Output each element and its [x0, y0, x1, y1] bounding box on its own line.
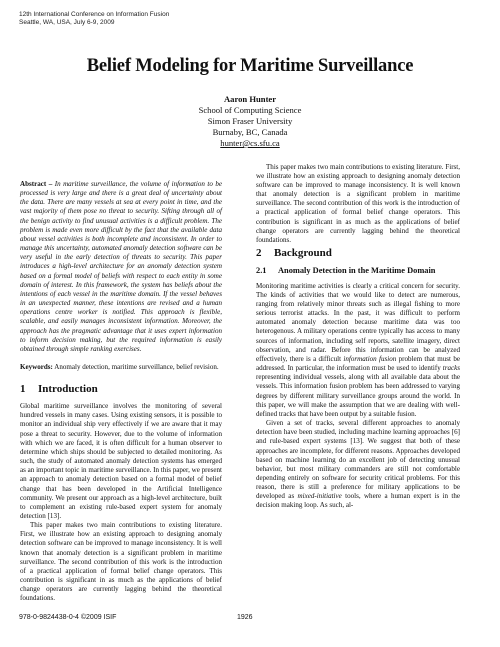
background-paragraph-2 — [256, 419, 460, 511]
conference-name: 12th International Conference on Information Fusion — [19, 11, 170, 18]
emphasis: tracks — [442, 364, 460, 373]
page-number: 1926 — [237, 614, 253, 621]
left-column — [20, 180, 222, 603]
keywords — [20, 363, 222, 372]
author-block — [0, 94, 500, 149]
abstract — [20, 180, 222, 354]
section-number: 1 — [20, 383, 26, 396]
section-title: Introduction — [38, 383, 98, 396]
author-city: Burnaby, BC, Canada — [212, 127, 288, 137]
text-run: tools, where a human expert is in the decision making loop. As such, al- — [256, 492, 460, 510]
author-university: Simon Fraser University — [207, 116, 293, 126]
abstract-text: In maritime surveillance, the volume of information to be processed is very large and there is a great deal of uncertainty about the data. There are many vessels at sea at every point in time, and the vast majority of them pose no threat to security. Sifting through all of the benign activity to find unusual activities is a difficult problem. The problem is made even more difficult by the fact that the available data about vessel activities is both incomplete and inconsistent. In order to manage this uncertainty, automated anomaly detection software can be very useful in the early detection of threats to security. This paper introduces a high-level architecture for an anomaly detection system based on a formal model of beliefs with respect to each entity in some domain of interest. In this framework, the system has beliefs about the intentions of each vessel in the maritime domain. If the vessel behaves in an unexpected manner, these intentions are revised and a human operations centre worker is notified. This approach is flexible, scalable, and easily manages inconsistent information. Moreover, the approach has the pragmatic advantage that it uses expert information to inform decision making, but the required information is easily obtained through simple ranking exercises. — [20, 180, 222, 353]
section-heading-introduction — [20, 383, 222, 395]
text-run: problem that must be addressed. In particular, the information must be used to identify — [256, 354, 460, 373]
keywords-label: Keywords: — [20, 362, 53, 371]
intro-paragraph-2-text: This paper makes two main contributions to existing literature. First, we illustrate how an existing approach to designing anomaly detection software can be improved to manage inconsistency. It is well known that anomaly detection is a significant problem in maritime surveillance. The second contribution of this work is the introduction of a practical application of formal belief change operators. This contribution is significant in as much as the applications of belief change operators are currently lagging behind the theoretical foundations. — [256, 162, 460, 244]
background-paragraph-1 — [256, 282, 460, 419]
text-run: Monitoring maritime activities is clearly a critical concern for security. The kinds of activities that we would like to detect are numerous, ranging from relatively minor threats such as illegal fishing to more serious terrorist attacks. In the past, it was difficult to perform automated anomaly detection because maritime data was too heterogenous. A military operations centre typically has access to many sources of information, including self reports, satellite imagery, direct observation, and radar. Before this information can be analyzed effectively, there is a difficult — [256, 281, 460, 363]
text-run: Given a set of tracks, several different approaches to anomaly detection have been studied, including machine learning approaches [6] and rule-based expert systems [13]. We suggest that both of these approaches are incomplete, for different reasons. Approaches developed based on machine learning do an excellent job of detecting unusual behavior, but most military commanders are still not comfortable depending entirely on software for security critical problems. For this reason, there is still a preference for military applications to be developed as — [256, 419, 460, 501]
text-run: representing individual vessels, along with all available data about the vessels. This information fusion problem has been addressed to varying degrees by different military surveillance groups around the world. In this paper, we will make the assumption that we are dealing with well-defined tracks that have been output by a suitable fusion. — [256, 373, 460, 418]
footer-isbn: 978-0-9824438-0-4 ©2009 ISIF — [19, 614, 117, 621]
author-email[interactable]: hunter@cs.sfu.ca — [220, 138, 280, 148]
author-department: School of Computing Science — [198, 105, 302, 115]
section-number: 2 — [256, 246, 262, 259]
subsection-heading — [256, 266, 460, 276]
subsection-title: Anomaly Detection in the Maritime Domain — [278, 265, 436, 275]
paper-title: Belief Modeling for Maritime Surveillance — [86, 56, 414, 76]
emphasis: mixed-initiative — [297, 492, 342, 501]
subsection-number: 2.1 — [256, 265, 267, 275]
intro-paragraph-1: Global maritime surveillance involves the monitoring of several hundred vessels in many cases. Using existing sensors, it is possible to monitor an individual ship very effectively if we are aware that it may pose a threat to security. However, due to the volume of information with which we are faced, it is often difficult for a human observer to determine which ships should be subjected to detailed monitoring. As such, the study of automated anomaly detection systems has emerged as an important topic in maritime surveillance. In this paper, we present an approach to anomaly detection based on a formal model of belief change that has been developed in the Artificial Intelligence community. We present our approach as a high-level architecture, built to complement an existing rule-based expert system for anomaly detection [13]. — [20, 402, 222, 520]
author-name: Aaron Hunter — [223, 94, 277, 104]
right-column — [256, 162, 460, 511]
section-title: Background — [274, 246, 332, 259]
conference-header — [19, 11, 169, 27]
conference-location: Seattle, WA, USA, July 6-9, 2009 — [19, 19, 115, 26]
section-heading-background — [256, 247, 460, 259]
emphasis: information fusion — [343, 354, 397, 363]
intro-paragraph-2-continued — [256, 162, 460, 244]
abstract-label: Abstract – — [20, 180, 53, 188]
intro-paragraph-2: This paper makes two main contributions to existing literature. First, we illustrate how an existing approach to designing anomaly detection software can be improved to manage inconsistency. It is well known that anomaly detection is a significant problem in maritime surveillance. The second contribution of this work is the introduction of a practical application of formal belief change operators. This contribution is significant in as much as the applications of belief change operators are currently lagging behind the theoretical foundations. — [20, 521, 222, 603]
keywords-text: Anomaly detection, maritime surveillance, belief revision. — [54, 362, 219, 371]
